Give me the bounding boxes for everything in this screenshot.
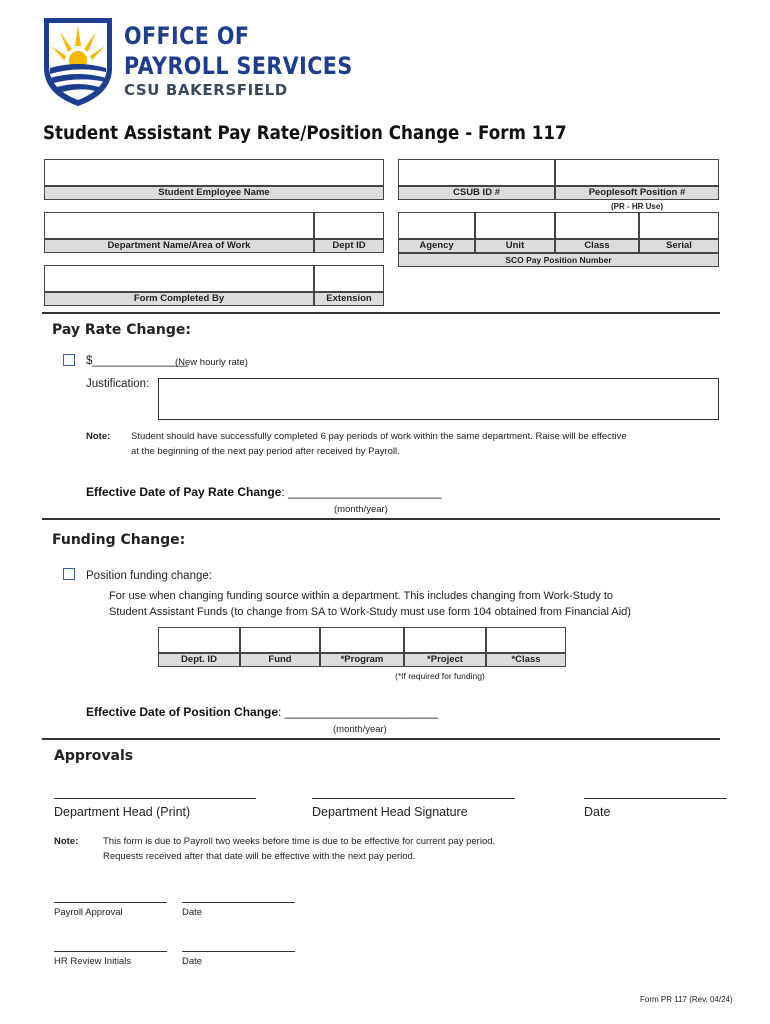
- dept-id-field[interactable]: [314, 212, 384, 239]
- serial-field[interactable]: [639, 212, 719, 239]
- pay-rate-note-label: Note:: [86, 431, 111, 442]
- funding-required-note: (*If required for funding): [395, 671, 485, 681]
- department-field[interactable]: [44, 212, 314, 239]
- new-rate-hint: (New hourly rate): [175, 357, 248, 368]
- approvals-note-line1: This form is due to Payroll two weeks before time is due to be effective for current pay period.: [103, 836, 496, 847]
- position-effective-label: Effective Date of Position Change: [86, 705, 279, 719]
- approvals-note-label: Note:: [54, 836, 79, 847]
- position-month-year: (month/year): [333, 724, 387, 735]
- completed-by-field[interactable]: [44, 265, 314, 292]
- pay-rate-month-year: (month/year): [334, 504, 388, 515]
- payroll-approval-label: Payroll Approval: [54, 907, 123, 918]
- org-name-line2: PAYROLL SERVICES: [124, 52, 353, 80]
- funding-col-project: *Project: [404, 653, 486, 667]
- agency-label: Agency: [398, 239, 475, 253]
- program-cell[interactable]: [320, 627, 404, 653]
- position-number-label: Peoplesoft Position #: [555, 186, 719, 200]
- position-effective-date[interactable]: [86, 705, 438, 719]
- approvals-heading: Approvals: [54, 748, 134, 764]
- funding-option-label: Position funding change:: [86, 570, 212, 582]
- payroll-date-line[interactable]: [182, 902, 295, 903]
- dept-head-signature-label: Department Head Signature: [312, 805, 468, 819]
- student-name-label: Student Employee Name: [44, 186, 384, 200]
- payroll-approval-line[interactable]: [54, 902, 167, 903]
- org-campus: CSU BAKERSFIELD: [124, 81, 288, 99]
- class-label: Class: [555, 239, 639, 253]
- sco-pay-position-label: SCO Pay Position Number: [398, 253, 719, 267]
- org-name-line1: OFFICE OF: [124, 22, 250, 50]
- section-divider: [42, 312, 720, 314]
- serial-label: Serial: [639, 239, 719, 253]
- extension-label: Extension: [314, 292, 384, 306]
- dept-head-signature-line[interactable]: [312, 798, 515, 799]
- hr-initials-label: HR Review Initials: [54, 956, 132, 967]
- new-rate-input-line[interactable]: $_______________: [86, 355, 189, 367]
- hr-date-line[interactable]: [182, 951, 295, 952]
- approvals-note-line2: Requests received after that date will be effective with the next pay period.: [103, 851, 416, 862]
- dept-id-label: Dept ID: [314, 239, 384, 253]
- funding-desc-line1: For use when changing funding source within a department. This includes changing from Work-Study to: [109, 590, 614, 602]
- position-effective-blank: : _______________________: [278, 705, 439, 719]
- hr-date-label: Date: [182, 956, 203, 967]
- unit-field[interactable]: [475, 212, 555, 239]
- section-divider: [42, 738, 720, 740]
- department-label: Department Name/Area of Work: [44, 239, 314, 253]
- completed-by-label: Form Completed By: [44, 292, 314, 306]
- agency-field[interactable]: [398, 212, 475, 239]
- project-cell[interactable]: [404, 627, 486, 653]
- class-cell[interactable]: [486, 627, 566, 653]
- shield-logo-icon: [42, 16, 114, 108]
- csub-id-label: CSUB ID #: [398, 186, 555, 200]
- approval-date-label: Date: [584, 805, 611, 819]
- pay-rate-effective-label: Effective Date of Pay Rate Change: [86, 485, 282, 499]
- hr-initials-line[interactable]: [54, 951, 167, 952]
- csub-id-field[interactable]: [398, 159, 555, 186]
- funding-col-program: *Program: [320, 653, 404, 667]
- dept-head-print-line[interactable]: [54, 798, 256, 799]
- pay-rate-checkbox[interactable]: [63, 354, 75, 366]
- position-hr-note: (PR - HR Use): [610, 202, 663, 211]
- pay-rate-note-line1: Student should have successfully completed 6 pay periods of work within the same department. Raise will be effective: [131, 431, 627, 442]
- pay-rate-heading: Pay Rate Change:: [52, 322, 191, 338]
- pay-rate-note-line2: at the beginning of the next pay period after received by Payroll.: [131, 446, 400, 457]
- section-divider: [42, 518, 720, 520]
- position-number-field[interactable]: [555, 159, 719, 186]
- dept-id-cell[interactable]: [158, 627, 240, 653]
- form-revision: Form PR 117 (Rev. 04/24): [640, 995, 733, 1004]
- dept-head-print-label: Department Head (Print): [54, 805, 191, 819]
- approval-date-line[interactable]: [584, 798, 727, 799]
- extension-field[interactable]: [314, 265, 384, 292]
- unit-label: Unit: [475, 239, 555, 253]
- fund-cell[interactable]: [240, 627, 320, 653]
- form-title: Student Assistant Pay Rate/Position Change - Form 117: [43, 122, 567, 144]
- student-name-field[interactable]: [44, 159, 384, 186]
- funding-col-fund: Fund: [240, 653, 320, 667]
- payroll-date-label: Date: [182, 907, 203, 918]
- class-field[interactable]: [555, 212, 639, 239]
- pay-rate-effective-blank: : _______________________: [281, 485, 442, 499]
- funding-col-class: *Class: [486, 653, 566, 667]
- justification-textarea[interactable]: [158, 378, 719, 420]
- funding-desc-line2: Student Assistant Funds (to change from SA to Work-Study must use form 104 obtained from Financial Aid): [109, 606, 631, 618]
- funding-checkbox[interactable]: [63, 568, 75, 580]
- justification-label: Justification:: [86, 378, 150, 390]
- funding-heading: Funding Change:: [52, 532, 186, 548]
- pay-rate-effective-date[interactable]: [86, 485, 442, 499]
- funding-col-dept-id: Dept. ID: [158, 653, 240, 667]
